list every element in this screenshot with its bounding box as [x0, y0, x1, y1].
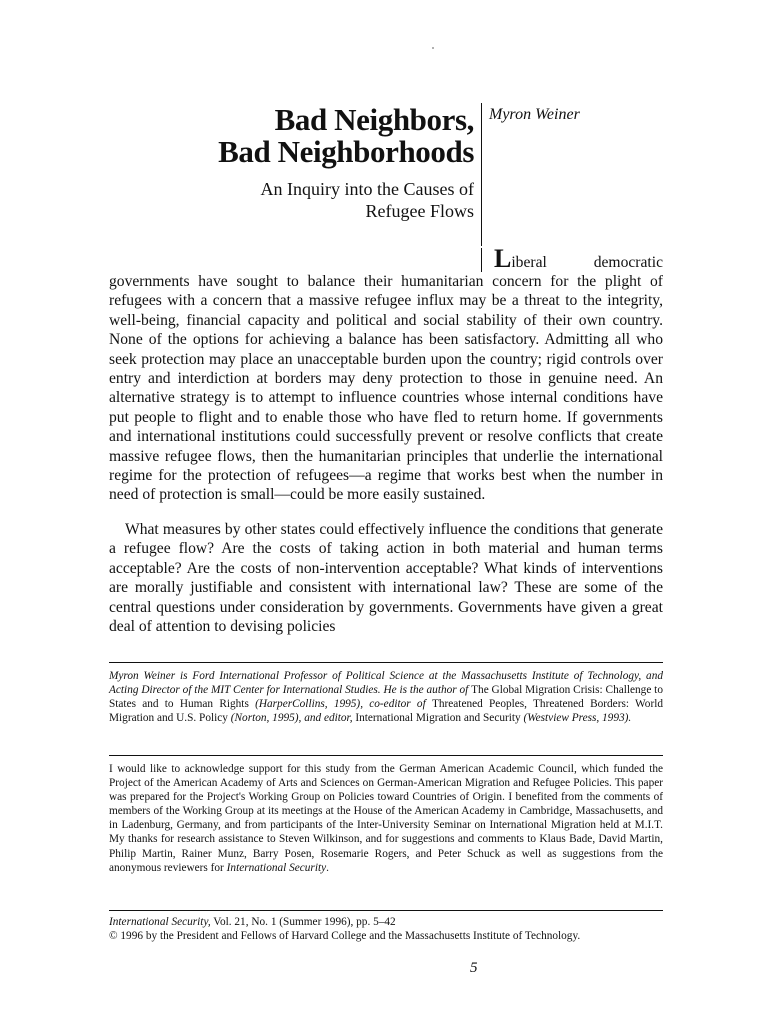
dropcap-divider — [481, 248, 482, 272]
ack-journal: International Security — [226, 861, 327, 874]
bio-text-1: Myron Weiner is Ford International Professor of Political Science at the Massachusetts Institute of Technology, and Acting Director of the MIT Center for International Studies. He is the author of — [109, 670, 663, 697]
first-line — [494, 244, 663, 273]
paragraph-2: What measures by other states could effectively influence the conditions that generate a refugee flow? Are the costs of taking action in both material and human terms acceptable? Are the costs of non-intervention acceptable? What kinds of interventions are morally justifiable and consistent with international law? These are some of the central questions under consideration by governments. Governments have given a great deal of attention to devising policies — [109, 521, 663, 636]
title-line-2: Bad Neighborhoods — [218, 134, 474, 169]
title-divider — [481, 103, 482, 246]
author-bio-note — [109, 669, 663, 725]
bio-text-2: (HarperCollins, 1995), co-editor of — [248, 698, 432, 711]
citation-details: Vol. 21, No. 1 (Summer 1996), pp. 5–42 — [210, 916, 396, 928]
subtitle-line-2: Refugee Flows — [365, 201, 474, 221]
footnote-rule-1 — [109, 662, 663, 663]
bio-text-3: (Norton, 1995), and editor, — [227, 712, 356, 725]
ack-end: . — [326, 861, 329, 874]
footnote-rule-2 — [109, 755, 663, 756]
author-name: Myron Weiner — [489, 106, 580, 123]
article-title — [100, 104, 474, 168]
citation-journal: International Security, — [109, 916, 211, 928]
acknowledgment-note — [109, 762, 663, 875]
second-word: democratic — [593, 254, 663, 271]
article-subtitle — [100, 178, 474, 222]
bio-text-4: (Westview Press, 1993). — [520, 712, 632, 725]
bio-book-3: International Migration and Security — [355, 712, 521, 725]
subtitle-line-1: An Inquiry into the Causes of — [260, 179, 474, 199]
footnote-rule-3 — [109, 910, 663, 911]
bio-book-1: The Global Migration Crisis: Challenge to States and to Human Rights — [109, 684, 663, 711]
bio-book-2: Threatened Peoples, Threatened Borders: World Migration and U.S. Policy — [109, 698, 663, 725]
page-number: 5 — [470, 960, 478, 976]
copyright-line: © 1996 by the President and Fellows of Harvard College and the Massachusetts Institute of Technology. — [109, 930, 581, 943]
drop-cap: L — [494, 244, 512, 273]
title-block — [100, 104, 474, 222]
ack-text: I would like to acknowledge support for this study from the German American Academic Council, which funded the Project of the American Academy of Arts and Sciences on German-American Migration and Refugee Policies. This paper was prepared for the Project's Working Group on Policies toward Countries of Origin. I benefited from the comments of members of the Working Group at its meetings at the House of the American Academy in Cambridge, Massachusetts, and in Ladenburg, Germany, and from participants of the Inter-University Seminar on International Migration held at M.I.T. My thanks for research assistance to Steven Wilkinson, and for suggestions and comments to Klaus Bade, David Martin, Philip Martin, Rainer Munz, Barry Posen, Rosemarie Rogers, and Peter Schuck as well as suggestions from the anonymous reviewers for — [109, 763, 663, 874]
citation-note — [109, 915, 663, 943]
scan-speck — [432, 47, 434, 49]
paragraph-1: governments have sought to balance their humanitarian concern for the plight of refugees with a concern that a massive refugee influx may be a threat to the integrity, well-being, financial capacity and political and social stability of their own country. None of the options for achieving a balance has been satisfactory. Admitting all who seek protection may place an unacceptable burden upon the country; rigid controls over entry and interdiction at borders may deny protection to those in genuine need. An alternative strategy is to attempt to influence countries whose internal conditions have put people to flight and to enable those who have fled to return home. If governments and international institutions could successfully prevent or resolve conflicts that create massive refugee flows, then the humanitarian principles that underlie the international regime for the protection of refugees—a regime that works best when the number in need of protection is small—could be more easily sustained. — [109, 273, 663, 504]
title-line-1: Bad Neighbors, — [274, 102, 474, 137]
first-word: iberal — [511, 254, 547, 271]
